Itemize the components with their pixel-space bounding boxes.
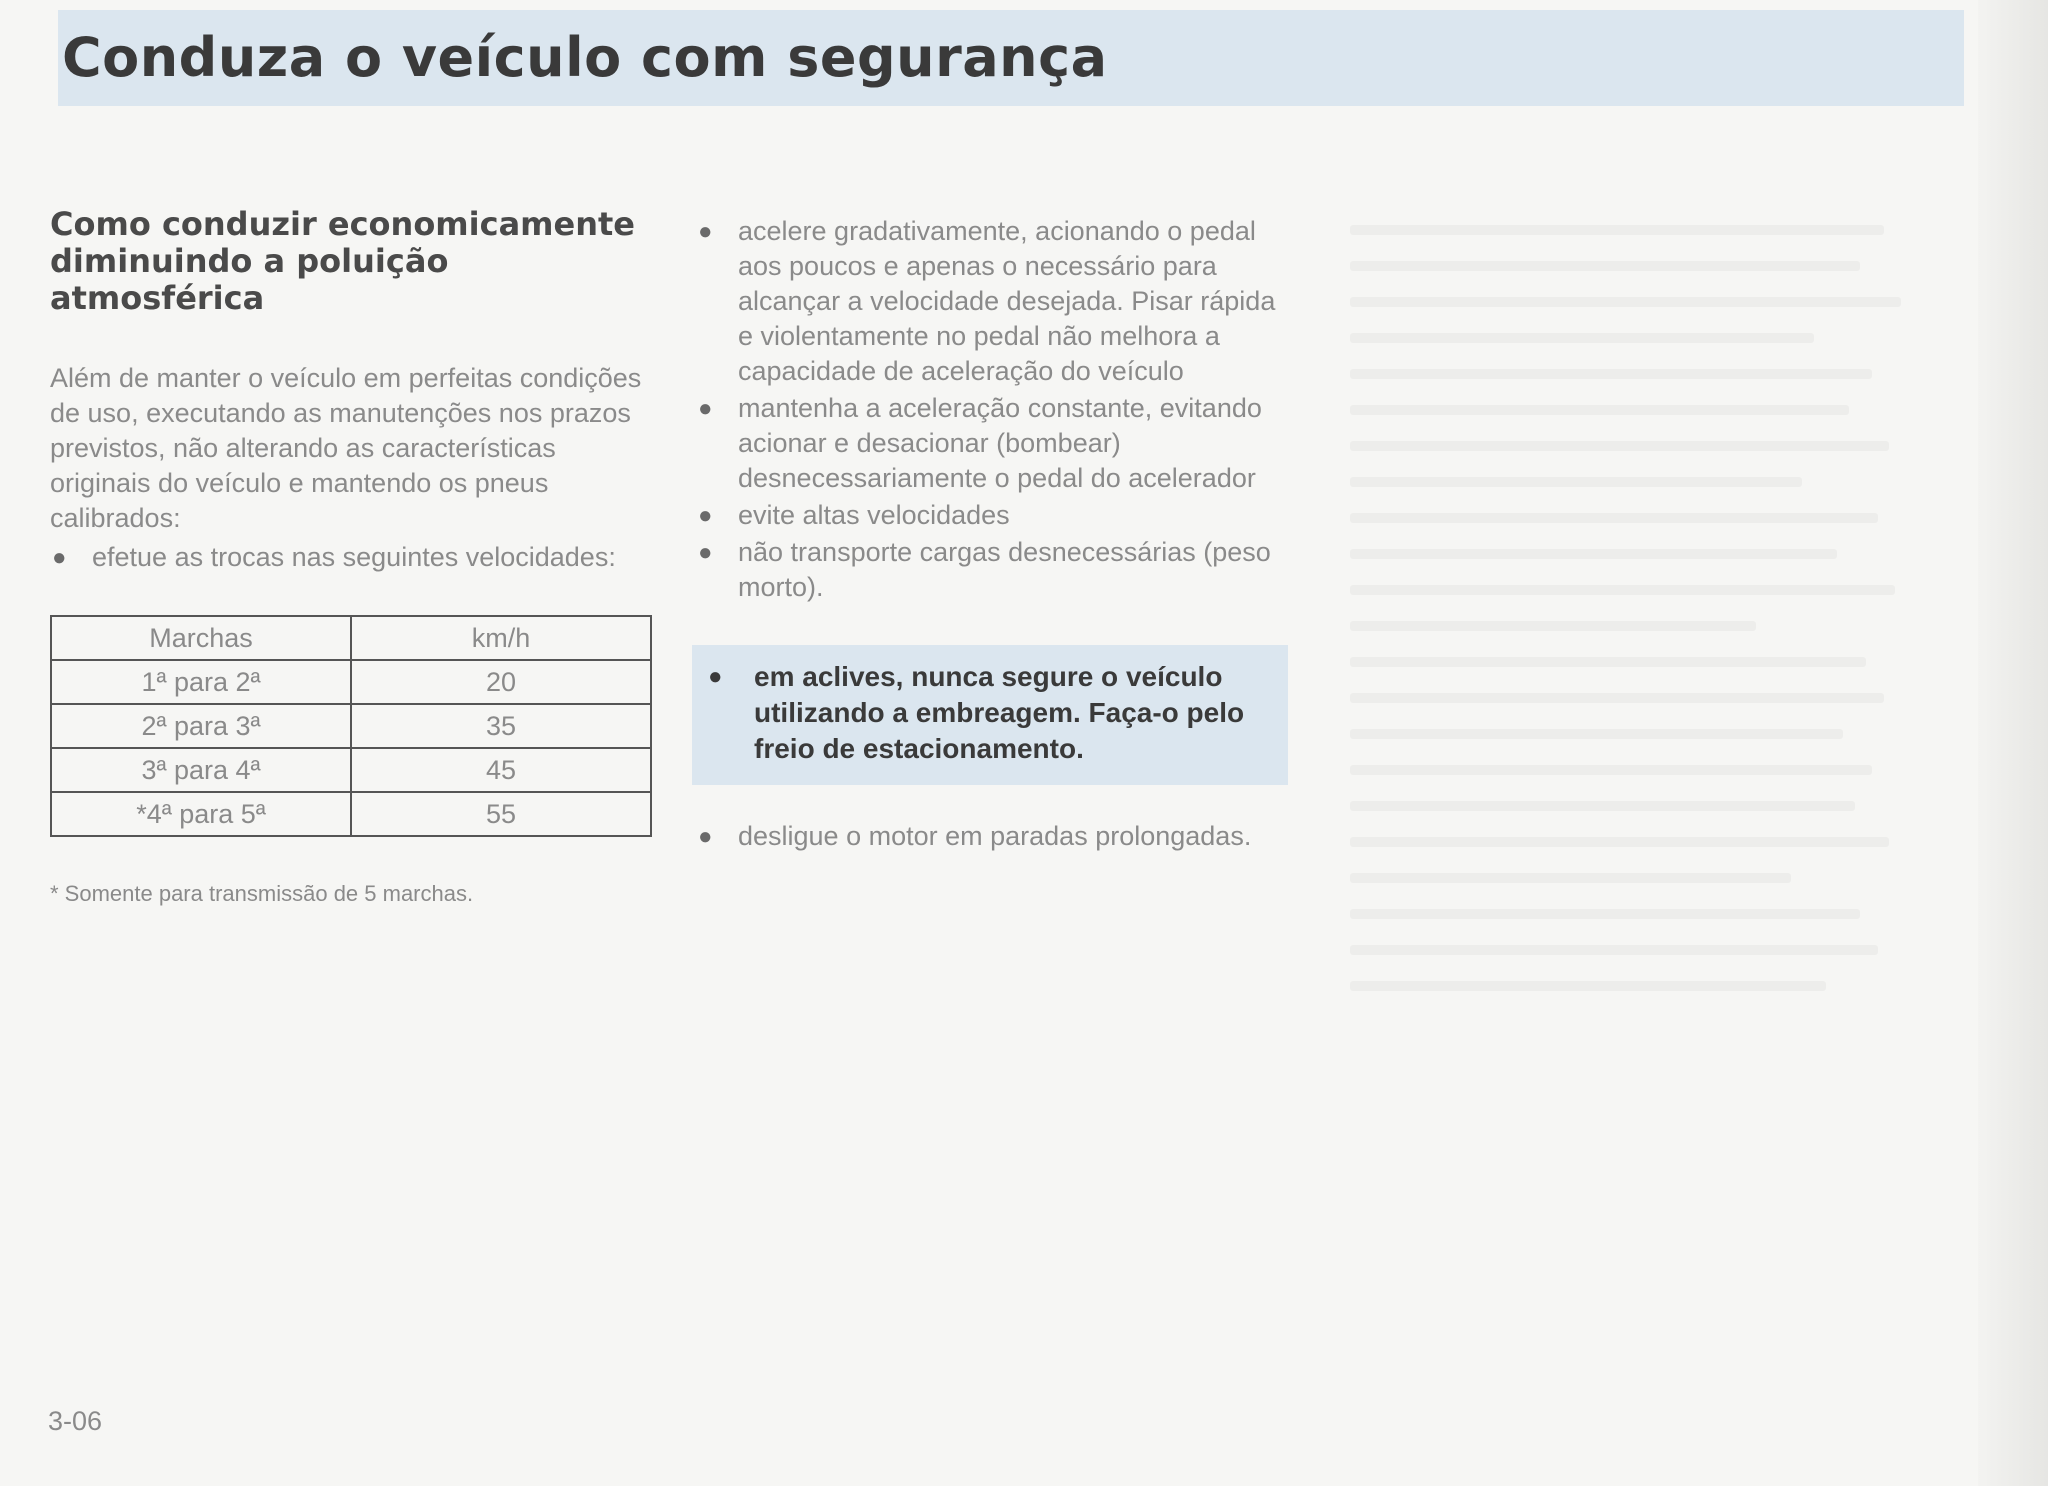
shift-speed-table bbox=[50, 615, 652, 837]
show-through-line bbox=[1350, 513, 1878, 523]
list-item bbox=[696, 498, 1292, 533]
column-header-speed: km/h bbox=[351, 616, 651, 660]
driving-tips-list bbox=[696, 214, 1292, 605]
bullet-icon: ● bbox=[698, 218, 713, 245]
bullet-icon: ● bbox=[698, 539, 713, 566]
show-through-line bbox=[1350, 981, 1826, 991]
bullet-icon: ● bbox=[698, 395, 713, 422]
bullet-text: acelere gradativamente, acionando o pedal aos poucos e apenas o necessário para alcançar a velocidade desejada. Pisar rápida e violentamente no pedal não melhora a capacidade de aceleração do veículo bbox=[738, 216, 1276, 386]
gear-cell: 2ª para 3ª bbox=[51, 704, 351, 748]
list-item bbox=[696, 819, 1292, 854]
show-through-line bbox=[1350, 549, 1837, 559]
show-through-area bbox=[1350, 225, 1930, 1017]
bullet-text: mantenha a aceleração constante, evitando acionar e desacionar (bombear) desnecessariamente o pedal do acelerador bbox=[738, 393, 1262, 493]
bullet-icon: ● bbox=[698, 823, 713, 850]
bullet-icon: ● bbox=[52, 544, 67, 571]
show-through-line bbox=[1350, 369, 1872, 379]
show-through-line bbox=[1350, 765, 1872, 775]
show-through-line bbox=[1350, 945, 1878, 955]
show-through-line bbox=[1350, 225, 1884, 235]
intro-paragraph: Além de manter o veículo em perfeitas condições de uso, executando as manutenções nos prazos previstos, não alterando as características originais do veículo e mantendo os pneus calibrados: bbox=[50, 363, 642, 533]
show-through-line bbox=[1350, 297, 1901, 307]
bullet-icon: ● bbox=[708, 663, 723, 690]
bullet-text: efetue as trocas nas seguintes velocidades: bbox=[92, 542, 616, 572]
show-through-line bbox=[1350, 333, 1814, 343]
final-tips-list bbox=[696, 819, 1292, 854]
gear-cell: 1ª para 2ª bbox=[51, 660, 351, 704]
speed-cell: 45 bbox=[351, 748, 651, 792]
table-footnote: * Somente para transmissão de 5 marchas. bbox=[50, 881, 474, 906]
show-through-line bbox=[1350, 441, 1889, 451]
show-through-line bbox=[1350, 261, 1860, 271]
warning-box bbox=[692, 645, 1288, 785]
list-item bbox=[696, 391, 1292, 496]
page-title: Conduza o veículo com segurança bbox=[62, 26, 1108, 89]
column-header-gears: Marchas bbox=[51, 616, 351, 660]
warning-item bbox=[692, 659, 1288, 767]
table-header-row bbox=[51, 616, 651, 660]
bullet-text: evite altas velocidades bbox=[738, 500, 1010, 530]
speed-cell: 35 bbox=[351, 704, 651, 748]
show-through-line bbox=[1350, 909, 1860, 919]
show-through-line bbox=[1350, 405, 1849, 415]
middle-column bbox=[696, 214, 1292, 856]
table-row bbox=[51, 748, 651, 792]
left-column bbox=[50, 206, 650, 907]
page-gutter-shadow bbox=[1978, 0, 2048, 1486]
bullet-icon: ● bbox=[698, 502, 713, 529]
section-heading: Como conduzir economicamente diminuindo a poluição atmosférica bbox=[50, 205, 635, 317]
show-through-line bbox=[1350, 837, 1889, 847]
warning-list bbox=[692, 659, 1288, 767]
show-through-line bbox=[1350, 621, 1756, 631]
warning-text: em aclives, nunca segure o veículo utilizando a embreagem. Faça-o pelo freio de estacionamento. bbox=[754, 661, 1245, 764]
speed-cell: 55 bbox=[351, 792, 651, 836]
list-item bbox=[696, 535, 1292, 605]
show-through-line bbox=[1350, 657, 1866, 667]
show-through-line bbox=[1350, 873, 1791, 883]
list-item bbox=[50, 540, 650, 575]
show-through-line bbox=[1350, 729, 1843, 739]
speed-cell: 20 bbox=[351, 660, 651, 704]
bullet-text: desligue o motor em paradas prolongadas. bbox=[738, 821, 1252, 851]
gear-cell: *4ª para 5ª bbox=[51, 792, 351, 836]
page-number: 3-06 bbox=[48, 1406, 103, 1436]
show-through-line bbox=[1350, 801, 1855, 811]
list-item bbox=[696, 214, 1292, 389]
bullet-text: não transporte cargas desnecessárias (peso morto). bbox=[738, 537, 1271, 602]
table-row bbox=[51, 704, 651, 748]
show-through-line bbox=[1350, 693, 1884, 703]
table-row bbox=[51, 660, 651, 704]
show-through-line bbox=[1350, 477, 1802, 487]
show-through-line bbox=[1350, 585, 1895, 595]
table-row bbox=[51, 792, 651, 836]
shift-bullet-list bbox=[50, 540, 650, 575]
gear-cell: 3ª para 4ª bbox=[51, 748, 351, 792]
